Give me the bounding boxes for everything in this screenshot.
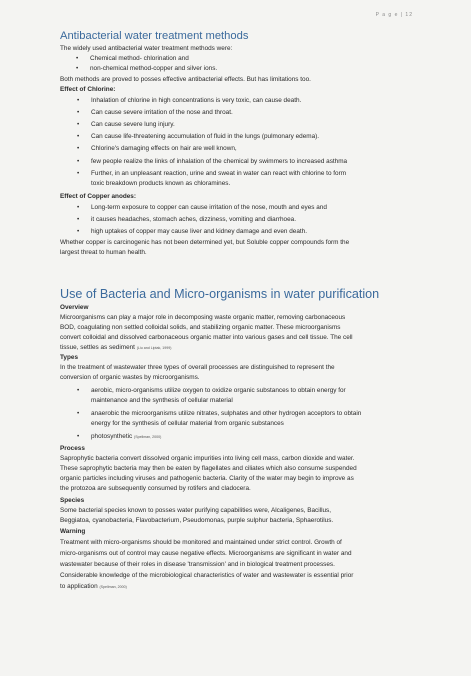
- bullet-icon: •: [76, 65, 79, 72]
- list-item: • Further, in an unpleasant reaction, urine and sweat in water can react with chlorine to form: [77, 170, 347, 177]
- paragraph-text: Both methods are proved to posses effective antibacterial effects. But has limitations too.: [60, 76, 311, 83]
- list-item: • aerobic, micro-organisms utilize oxygen to oxidize organic substances to obtain energy for: [77, 387, 346, 394]
- overview-heading: Overview: [60, 304, 89, 311]
- paragraph-text: largest threat to human health.: [60, 249, 147, 256]
- paragraph-text: BOD, coagulating non settled colloidal solids, and stabilizing organic matter. These microorganisms: [60, 324, 341, 331]
- paragraph-text: micro-organisms out of control may cause negative effects. Microorganisms are significant in water and: [60, 550, 352, 557]
- citation: (Liu and Liptak, 1999): [136, 346, 172, 350]
- paragraph-text: Treatment with micro-organisms should be monitored and maintained under strict control. Growth of: [60, 539, 342, 546]
- types-heading: Types: [60, 354, 78, 361]
- list-item: • Chemical method- chlorination and: [76, 55, 189, 62]
- paragraph-text: Beggiatoa, cyanobacteria, Flavobacterium, Pseudomonas, purple sulphur bacteria, Sphaerotilus.: [60, 517, 334, 524]
- list-item: • Long-term exposure to copper can cause irritation of the nose, mouth and eyes and: [77, 204, 327, 211]
- species-heading: Species: [60, 497, 85, 504]
- list-item-continuation: toxic breakdown products known as chloramines.: [91, 180, 231, 187]
- paragraph-text: tissue, settles as sediment (Liu and Liptak, 1999): [60, 344, 172, 351]
- paragraph-text: conversion of organic wastes by microorganisms.: [60, 374, 200, 381]
- citation: (Spellman, 2000): [134, 435, 162, 439]
- paragraph-text: wastewater because of their roles in disease 'transmission' and in biological treatment processes.: [60, 561, 335, 568]
- bullet-icon: •: [76, 55, 79, 62]
- list-item: • it causes headaches, stomach aches, dizziness, vomiting and diarrhoea.: [77, 216, 296, 223]
- section-title-antibacterial: Antibacterial water treatment methods: [60, 30, 249, 42]
- list-item: • non-chemical method-copper and silver ions.: [76, 65, 218, 72]
- list-item-continuation: energy for the synthesis of cellular material from organic substances: [91, 420, 284, 427]
- chlorine-heading: Effect of Chlorine:: [60, 86, 116, 93]
- list-item: • Can cause severe irritation of the nose and throat.: [77, 109, 233, 116]
- list-item: • Can cause severe lung injury.: [77, 121, 175, 128]
- section-title-bacteria: Use of Bacteria and Micro-organisms in water purification: [60, 287, 380, 301]
- list-item: • anaerobic the microorganisms utilize nitrates, sulphates and other hydrogen acceptors to obtain: [77, 410, 362, 417]
- paragraph-text: organic particles including viruses and pathogenic bacteria. Clarity of the water may begin to improve as: [60, 475, 354, 482]
- paragraph-text: Considerable knowledge of the microbiological characteristics of water and wastewater is essential prior: [60, 572, 354, 579]
- list-item-continuation: maintenance and the synthesis of cellular material: [91, 397, 233, 404]
- list-item: • photosynthetic (Spellman, 2000): [77, 433, 162, 440]
- paragraph-text: In the treatment of wastewater three types of overall processes are distinguished to represent the: [60, 364, 335, 371]
- paragraph-text: to application (Spellman, 2000): [60, 583, 127, 590]
- paragraph-text: Some bacterial species known to posses water purifying capabilities were, Alcaligenes, Bacillus,: [60, 507, 332, 514]
- list-item: • Chlorine's damaging effects on hair are well known,: [77, 145, 237, 152]
- intro-text: The widely used antibacterial water treatment methods were:: [60, 45, 233, 52]
- paragraph-text: Saprophytic bacteria convert dissolved organic impurities into living cell mass, carbon dioxide and water.: [60, 455, 355, 462]
- list-item: • Can cause life-threatening accumulation of fluid in the lungs (pulmonary edema).: [77, 133, 320, 140]
- paragraph-text: Whether copper is carcinogenic has not been determined yet, but Soluble copper compounds form the: [60, 239, 350, 246]
- paragraph-text: the protozoa are subsequently consumed by rotifers and cladocera.: [60, 485, 251, 492]
- paragraph-text: These saprophytic bacteria may then be eaten by flagellates and ciliates which also consume suspended: [60, 465, 357, 472]
- paragraph-text: convert colloidal and dissolved carbonaceous organic matter into various gases and cell tissue. The cell: [60, 334, 353, 341]
- warning-heading: Warning: [60, 528, 86, 535]
- list-item: • Inhalation of chlorine in high concentrations is very toxic, can cause death.: [77, 97, 302, 104]
- page-number: P a g e | 12: [375, 12, 413, 18]
- citation: (Spellman, 2000): [99, 585, 127, 589]
- list-item: • few people realize the links of inhalation of the chemical by swimmers to increased asthma: [77, 158, 348, 165]
- process-heading: Process: [60, 445, 85, 452]
- list-item: • high uptakes of copper may cause liver and kidney damage and even death.: [77, 228, 308, 235]
- paragraph-text: Microorganisms can play a major role in decomposing waste organic matter, removing carbonaceous: [60, 314, 346, 321]
- copper-heading: Effect of Copper anodes:: [60, 193, 136, 200]
